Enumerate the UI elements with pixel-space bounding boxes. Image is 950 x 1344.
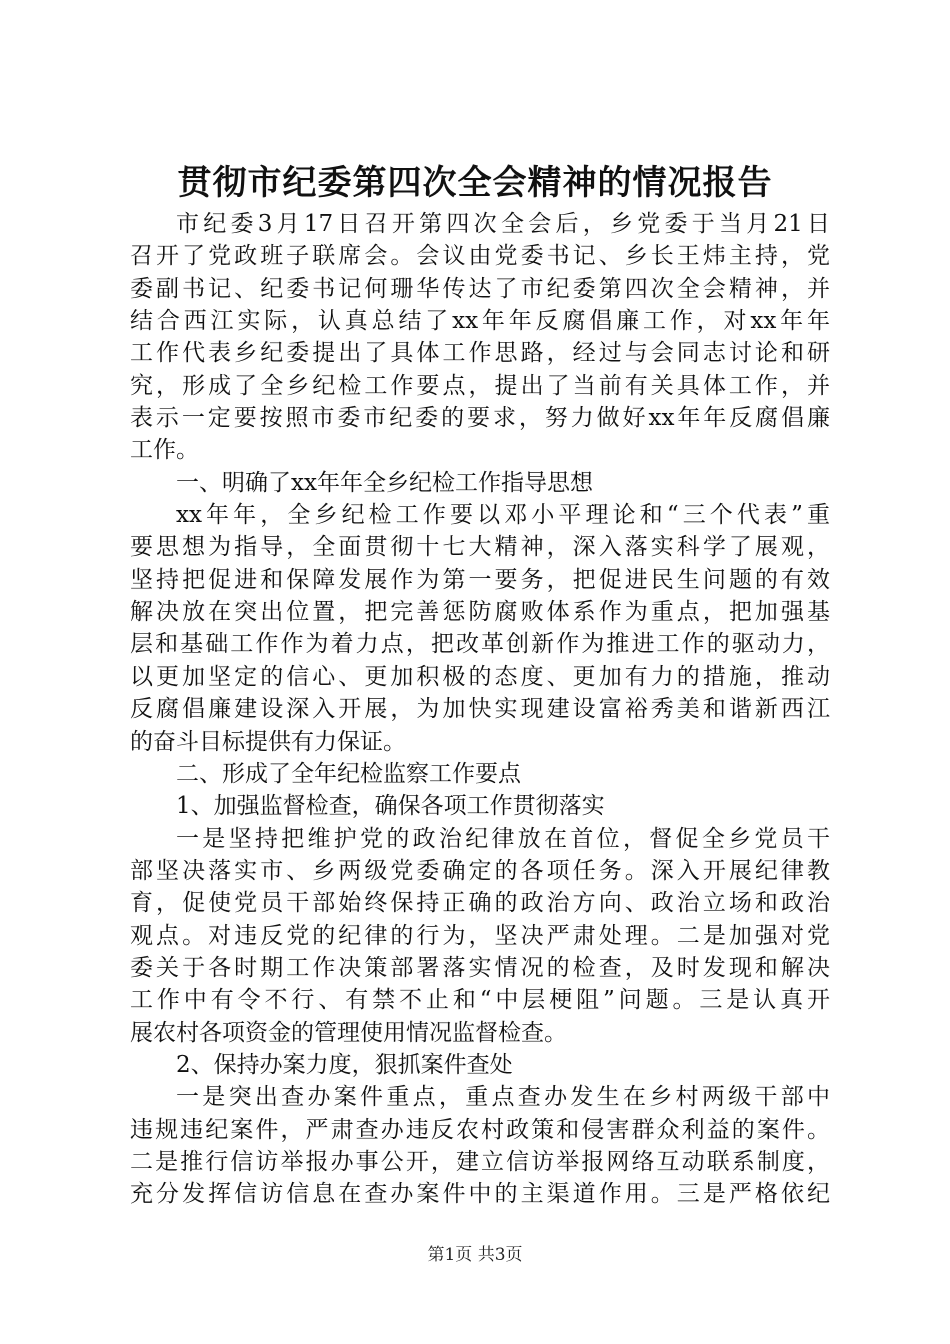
text-line: 违规违纪案件，严肃查办违反农村政策和侵害群众利益的案件。 xyxy=(130,1116,830,1143)
text-line: 结合西江实际，认真总结了xx年年反腐倡廉工作，对xx年年 xyxy=(130,308,830,335)
text-line: 召开了党政班子联席会。会议由党委书记、乡长王炜主持，党 xyxy=(130,243,830,270)
text-line: 究，形成了全乡纪检工作要点，提出了当前有关具体工作，并 xyxy=(130,372,830,399)
subsection-heading: 2、保持办案力度，狠抓案件查处 xyxy=(176,1051,513,1078)
text-line: xx年年，全乡纪检工作要以邓小平理论和“三个代表”重 xyxy=(176,502,830,529)
text-line: 部坚决落实市、乡两级党委确定的各项任务。深入开展纪律教 xyxy=(130,857,830,884)
text-line: 委关于各时期工作决策部署落实情况的检查，及时发现和解决 xyxy=(130,954,830,981)
text-line: 坚持把促进和保障发展作为第一要务，把促进民生问题的有效 xyxy=(130,566,830,593)
document-title: 贯彻市纪委第四次全会精神的情况报告 xyxy=(177,163,773,203)
subsection-heading: 1、加强监督检查，确保各项工作贯彻落实 xyxy=(176,793,605,820)
text-line: 展农村各项资金的管理使用情况监督检查。 xyxy=(130,1019,567,1046)
text-line: 委副书记、纪委书记何珊华传达了市纪委第四次全会精神，并 xyxy=(130,275,830,302)
text-line: 充分发挥信访信息在查办案件中的主渠道作用。三是严格依纪 xyxy=(130,1181,830,1208)
document-body xyxy=(130,208,830,1211)
section-heading: 一、明确了xx年年全乡纪检工作指导思想 xyxy=(176,469,593,496)
text-line: 一是突出查办案件重点，重点查办发生在乡村两级干部中 xyxy=(176,1084,830,1111)
text-line: 观点。对违反党的纪律的行为，坚决严肃处理。二是加强对党 xyxy=(130,922,830,949)
text-line: 的奋斗目标提供有力保证。 xyxy=(130,728,406,755)
text-line: 育，促使党员干部始终保持正确的政治方向、政治立场和政治 xyxy=(130,890,830,917)
text-line: 表示一定要按照市委市纪委的要求，努力做好xx年年反腐倡廉 xyxy=(130,405,830,432)
text-line: 二是推行信访举报办事公开，建立信访举报网络互动联系制度， xyxy=(130,1148,830,1175)
text-line: 反腐倡廉建设深入开展，为加快实现建设富裕秀美和谐新西江 xyxy=(130,696,830,723)
text-line: 工作代表乡纪委提出了具体工作思路，经过与会同志讨论和研 xyxy=(130,340,830,367)
text-line: 以更加坚定的信心、更加积极的态度、更加有力的措施，推动 xyxy=(130,663,830,690)
text-line: 解决放在突出位置，把完善惩防腐败体系作为重点，把加强基 xyxy=(130,599,830,626)
page-footer: 第1页 共3页 xyxy=(427,1245,523,1265)
text-line: 工作。 xyxy=(130,437,199,464)
text-line: 层和基础工作作为着力点，把改革创新作为推进工作的驱动力， xyxy=(130,631,830,658)
section-heading: 二、形成了全年纪检监察工作要点 xyxy=(176,760,521,787)
text-line: 要思想为指导，全面贯彻十七大精神，深入落实科学了展观， xyxy=(130,534,830,561)
text-line: 一是坚持把维护党的政治纪律放在首位，督促全乡党员干 xyxy=(176,825,830,852)
text-line: 市纪委3月17日召开第四次全会后，乡党委于当月21日 xyxy=(176,211,830,237)
text-line: 工作中有令不行、有禁不止和“中层梗阻”问题。三是认真开 xyxy=(130,987,830,1014)
